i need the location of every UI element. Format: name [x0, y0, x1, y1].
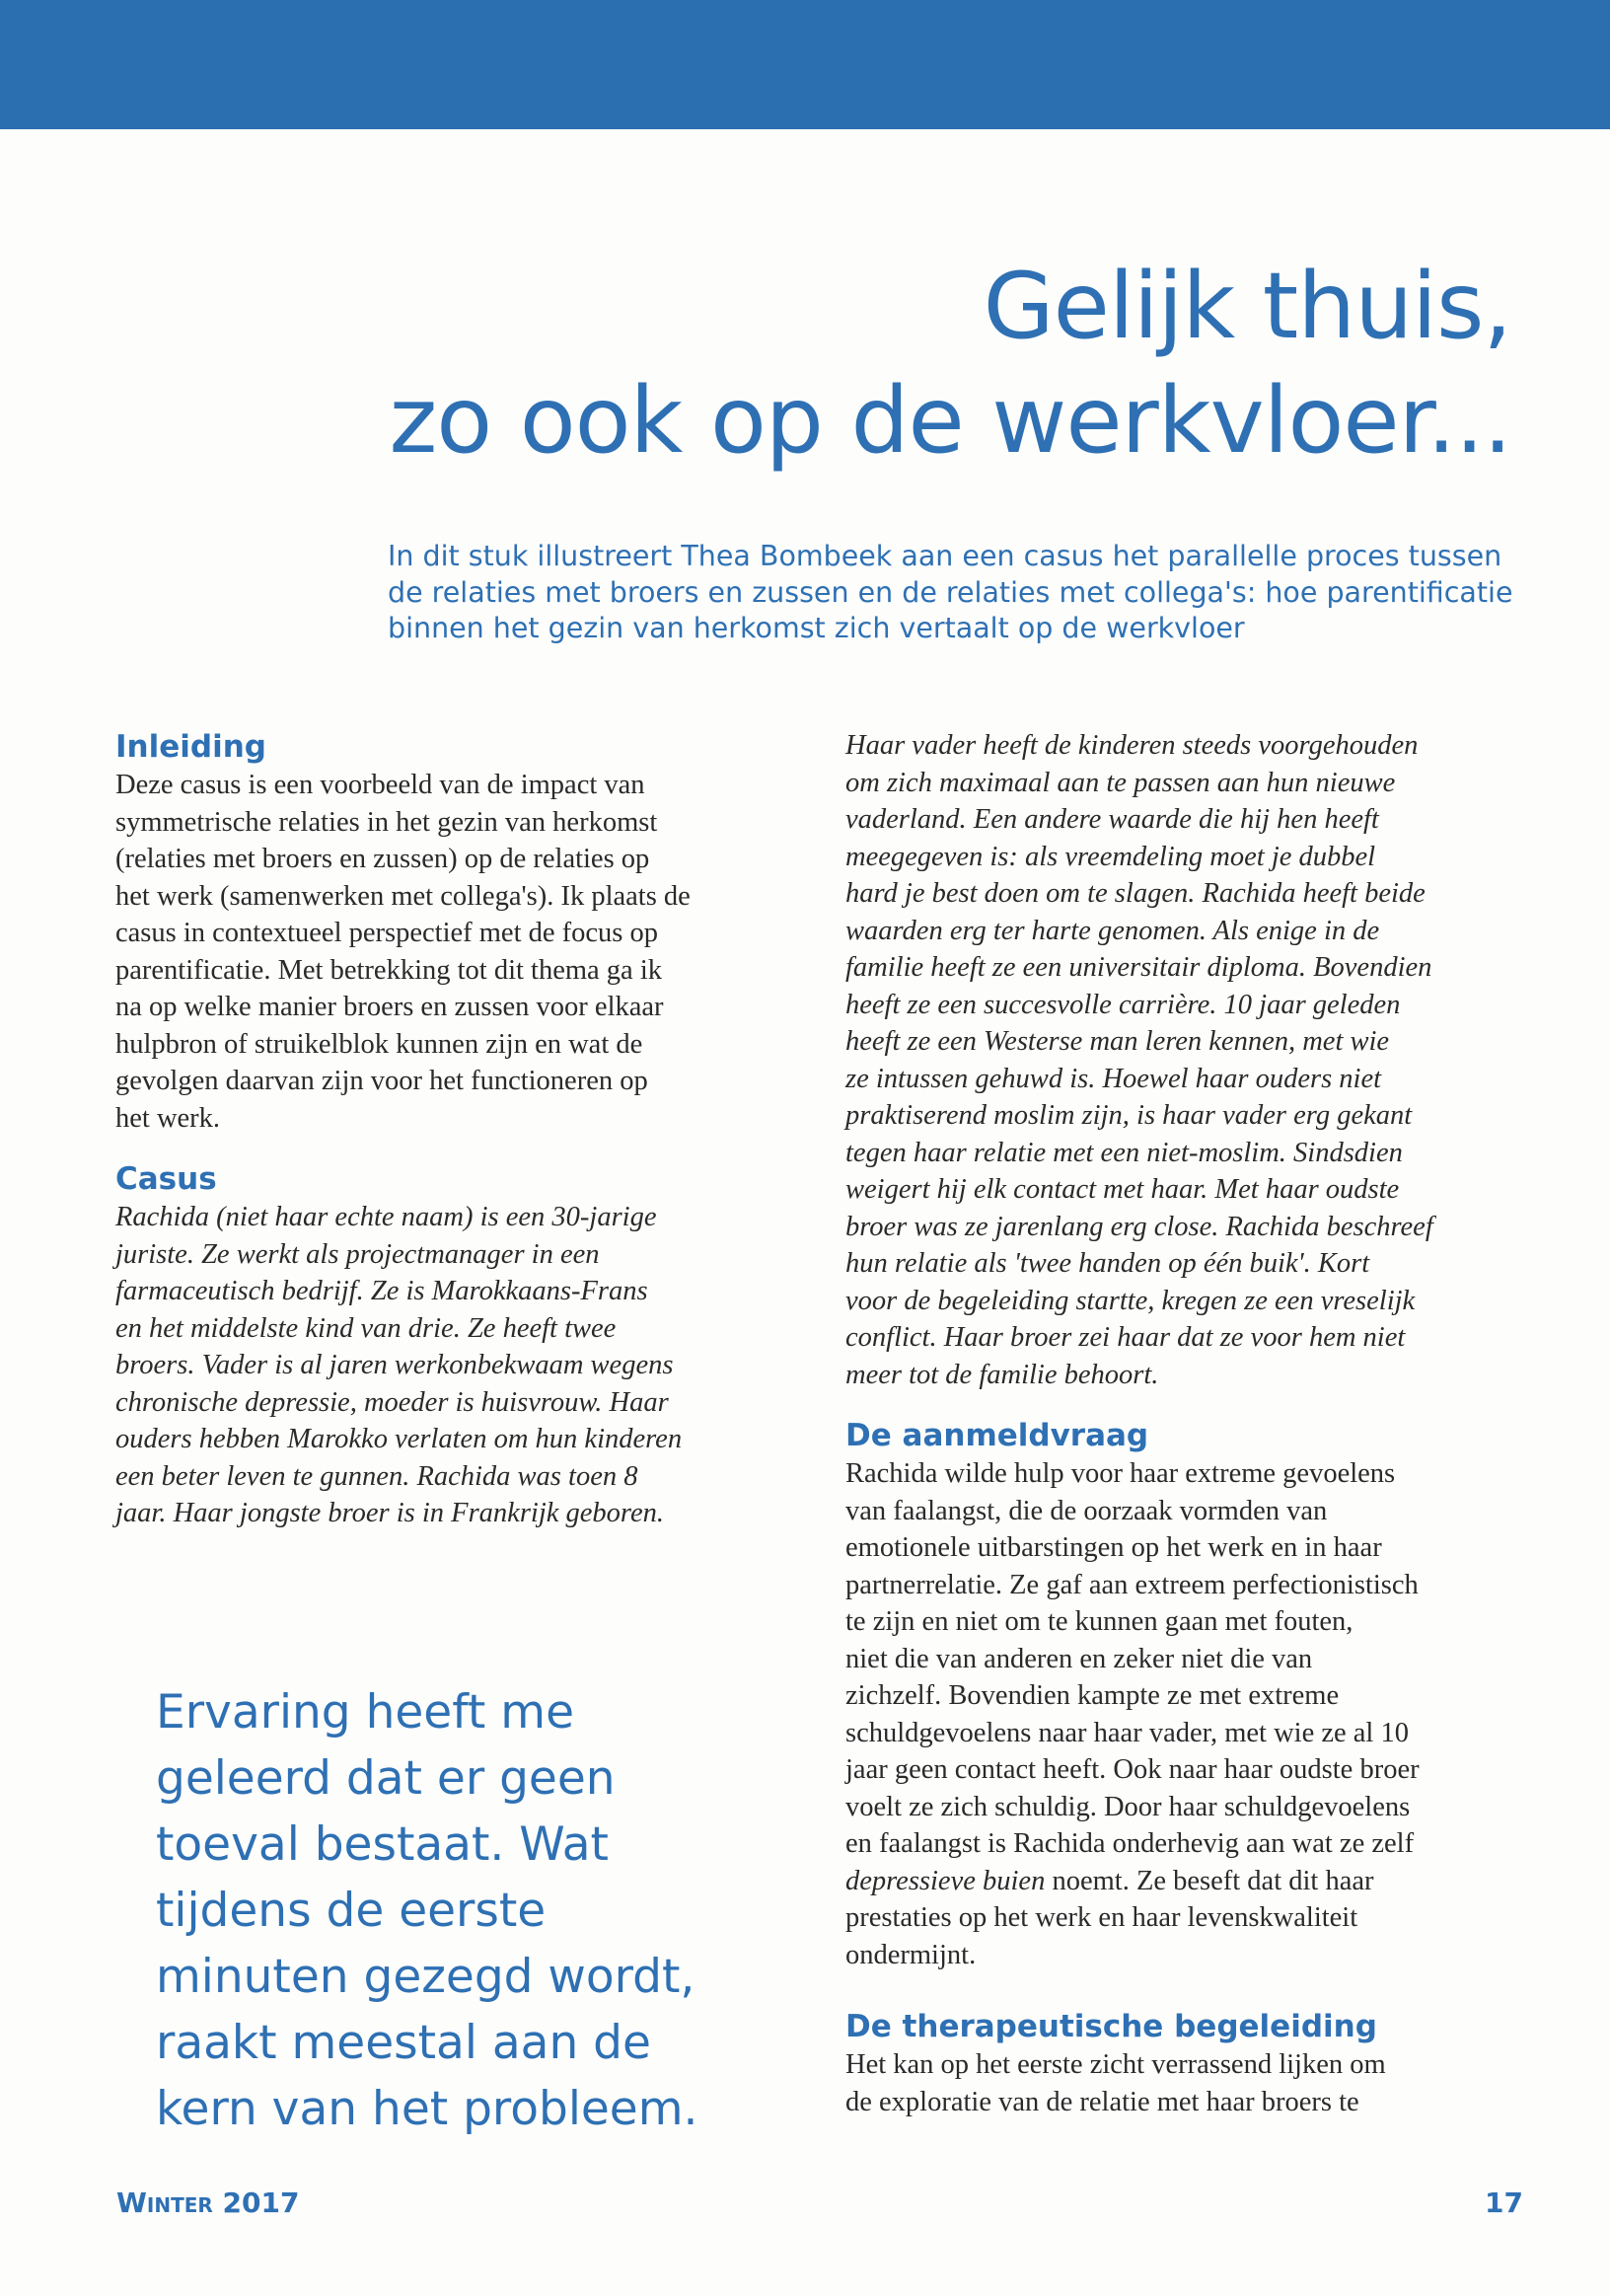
text-line: na op welke manier broers en zussen voor elkaar	[115, 992, 664, 1022]
text-line: meegegeven is: als vreemdeling moet je dubbel	[845, 841, 1376, 872]
italic-phrase: depressieve buien	[845, 1865, 1046, 1896]
quote-line: kern van het probleem.	[156, 2082, 698, 2136]
heading-inleiding: Inleiding	[115, 729, 266, 765]
text-line: emotionele uitbarstingen op het werk en in haar	[845, 1532, 1382, 1563]
text-line: symmetrische relaties in het gezin van herkomst	[115, 806, 658, 838]
text-line: hard je best doen om te slagen. Rachida heeft beide	[845, 878, 1426, 909]
text-line: partnerrelatie. Ze gaf aan extreem perfectionistisch	[845, 1569, 1419, 1600]
text-line: broer was ze jarenlang erg close. Rachida beschreef	[845, 1211, 1433, 1242]
text-line: tegen haar relatie met een niet-moslim. Sindsdien	[845, 1137, 1403, 1168]
text-line: vaderland. Een andere waarde die hij hen heeft	[845, 804, 1379, 835]
text-line: juriste. Ze werkt als projectmanager in een	[115, 1238, 600, 1270]
text-line: Haar vader heeft de kinderen steeds voorgehouden	[845, 730, 1419, 761]
paragraph-casus-vervolg	[845, 727, 1536, 1393]
title-line-2: zo ook op de werkvloer...	[389, 367, 1511, 474]
top-color-band	[0, 0, 1610, 129]
heading-begeleiding: De therapeutische begeleiding	[845, 2009, 1377, 2044]
text-line: farmaceutisch bedrijf. Ze is Marokkaans-Frans	[115, 1276, 648, 1306]
intro-line: binnen het gezin van herkomst zich vertaalt op de werkvloer	[388, 612, 1245, 644]
text-line: Het kan op het eerste zicht verrassend lijken om	[845, 2049, 1386, 2080]
text-line: (relaties met broers en zussen) op de relaties op	[115, 844, 650, 874]
heading-casus: Casus	[115, 1161, 217, 1197]
text-line: hulpbron of struikelblok kunnen zijn en wat de	[115, 1028, 643, 1060]
intro-line: de relaties met broers en zussen en de relaties met collega's: hoe parentificatie	[388, 575, 1513, 609]
text-line: van faalangst, die de oorzaak vormden van	[845, 1495, 1328, 1526]
text-line: schuldgevoelens naar haar vader, met wie ze al 10	[845, 1717, 1409, 1748]
page-title	[229, 249, 1511, 478]
quote-line: minuten gezegd wordt,	[156, 1950, 695, 2004]
text-line: zichzelf. Bovendien kampte ze met extreme	[845, 1680, 1340, 1711]
quote-line: toeval bestaat. Wat	[156, 1817, 609, 1872]
quote-line: tijdens de eerste	[156, 1884, 547, 1938]
paragraph-casus	[115, 1199, 806, 1532]
text-line: ze intussen gehuwd is. Hoewel haar ouders niet	[845, 1063, 1382, 1094]
text-line: chronische depressie, moeder is huisvrouw. Haar	[115, 1386, 669, 1418]
text-line: voelt ze zich schuldig. Door haar schuldgevoelens	[845, 1791, 1411, 1822]
text-line: niet die van anderen en zeker niet die van	[845, 1643, 1313, 1674]
quote-line: raakt meestal aan de	[156, 2016, 651, 2070]
heading-aanmeldvraag: De aanmeldvraag	[845, 1418, 1149, 1453]
quote-line: Ervaring heeft me	[156, 1685, 574, 1740]
paragraph-aanmeldvraag	[845, 1455, 1536, 1973]
text-line: Rachida wilde hulp voor haar extreme gevoelens	[845, 1458, 1396, 1489]
text-line: waarden erg ter harte genomen. Als enige in de	[845, 915, 1380, 946]
text-line: heeft ze een succesvolle carrière. 10 jaar geleden	[845, 989, 1401, 1020]
text-line: jaar geen contact heeft. Ook naar haar oudste broer	[845, 1754, 1420, 1785]
text-line: te zijn en niet om te kunnen gaan met fouten,	[845, 1606, 1354, 1637]
text-line: Rachida (niet haar echte naam) is een 30-jarige	[115, 1202, 657, 1232]
text-line	[845, 1863, 1536, 1900]
text-line: een beter leven te gunnen. Rachida was toen 8	[115, 1460, 638, 1492]
text-line: ouders hebben Marokko verlaten om hun kinderen	[115, 1424, 683, 1454]
text-line: het werk.	[115, 1102, 221, 1134]
text-line: praktiserend moslim zijn, is haar vader erg gekant	[845, 1100, 1413, 1131]
right-column	[845, 727, 1536, 2120]
title-line-1: Gelijk thuis,	[983, 253, 1511, 359]
pull-quote	[156, 1679, 768, 2142]
text-line: en het middelste kind van drie. Ze heeft twee	[115, 1312, 617, 1344]
text-line: parentificatie. Met betrekking tot dit thema ga ik	[115, 954, 662, 986]
text-line: gevolgen daarvan zijn voor het functioneren op	[115, 1066, 648, 1096]
page-number: 17	[1485, 2186, 1523, 2219]
quote-line: geleerd dat er geen	[156, 1751, 616, 1806]
text-line: de exploratie van de relatie met haar broers te	[845, 2086, 1359, 2117]
text-line: conflict. Haar broer zei haar dat ze voor hem niet	[845, 1322, 1406, 1353]
text-line: ondermijnt.	[845, 1939, 977, 1970]
text-line: heeft ze een Westerse man leren kennen, met wie	[845, 1026, 1390, 1057]
text-line: casus in contextueel perspectief met de focus op	[115, 918, 659, 948]
left-column	[115, 727, 806, 1532]
text-line: Deze casus is een voorbeeld van de impact van	[115, 770, 645, 800]
text-line: hun relatie als 'twee handen op één buik'. Kort	[845, 1248, 1370, 1279]
text-line: jaar. Haar jongste broer is in Frankrijk geboren.	[115, 1498, 664, 1528]
text-line: voor de begeleiding startte, kregen ze een vreselijk	[845, 1285, 1416, 1316]
text-line: prestaties op het werk en haar levenskwaliteit	[845, 1902, 1358, 1933]
text-line: om zich maximaal aan te passen aan hun nieuwe	[845, 767, 1396, 798]
intro-line: In dit stuk illustreert Thea Bombeek aan een casus het parallelle proces tussen	[388, 540, 1502, 572]
text-fragment: noemt. Ze beseft dat dit haar	[1045, 1865, 1374, 1896]
paragraph-begeleiding	[845, 2046, 1536, 2120]
paragraph-inleiding	[115, 767, 806, 1137]
text-line: broers. Vader is al jaren werkonbekwaam wegens	[115, 1350, 674, 1380]
text-line: weigert hij elk contact met haar. Met haar oudste	[845, 1174, 1400, 1205]
intro-lead	[388, 539, 1522, 647]
text-line: en faalangst is Rachida onderhevig aan wat ze zelf	[845, 1828, 1415, 1859]
text-line: het werk (samenwerken met collega's). Ik plaats de	[115, 880, 691, 912]
text-line: familie heeft ze een universitair diploma. Bovendien	[845, 952, 1432, 983]
issue-label: Winter 2017	[116, 2186, 300, 2219]
text-line: meer tot de familie behoort.	[845, 1359, 1159, 1390]
